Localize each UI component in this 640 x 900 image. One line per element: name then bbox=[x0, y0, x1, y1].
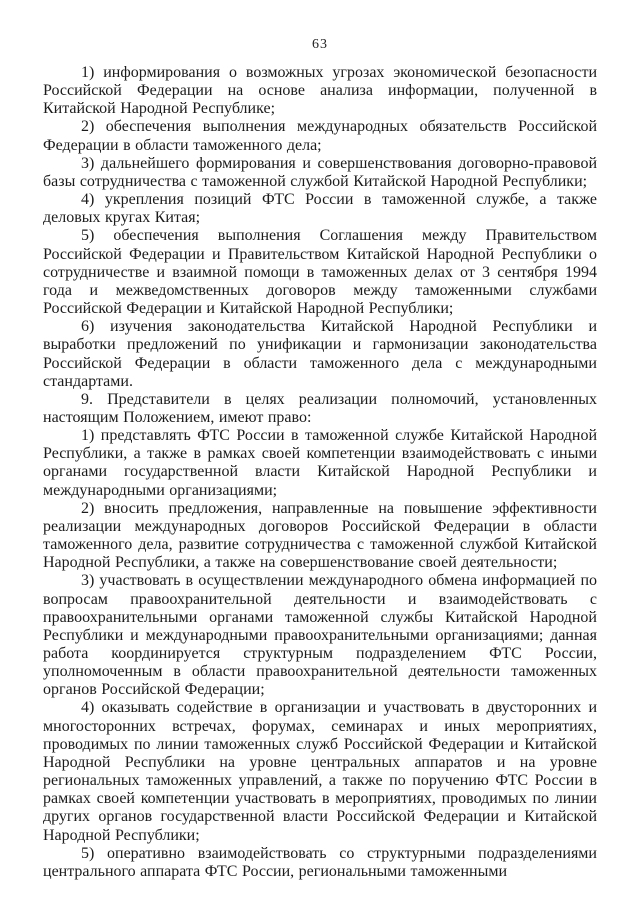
paragraph: 1) представлять ФТС России в таможенной службе Китайской Народной Республики, а также в рамках своей компетенции взаимодействовать с иными органами государственной власти Китайской Народной Республики и международными организациями; bbox=[43, 427, 597, 499]
paragraph: 2) вносить предложения, направленные на повышение эффективности реализации международных договоров Российской Федерации в области таможенного дела, развитие сотрудничества с таможенной службой Китайской Народной Республики, а также на совершенствование своей деятельности; bbox=[43, 499, 597, 572]
paragraph: 3) дальнейшего формирования и совершенствования договорно-правовой базы сотрудничества с таможенной службой Китайской Народной Республики; bbox=[43, 154, 597, 190]
paragraph: 9. Представители в целях реализации полномочий, установленных настоящим Положением, имеют право: bbox=[43, 390, 597, 426]
paragraph: 4) укрепления позиций ФТС России в таможенной службе, а также деловых кругах Китая; bbox=[43, 191, 597, 227]
paragraph: 6) изучения законодательства Китайской Народной Республики и выработки предложений по унификации и гармонизации законодательства Российской Федерации в области таможенного дела с международными стандартами. bbox=[43, 318, 597, 390]
document-body bbox=[43, 64, 597, 881]
paragraph: 2) обеспечения выполнения международных обязательств Российской Федерации в области таможенного дела; bbox=[43, 118, 597, 154]
paragraph: 3) участвовать в осуществлении международного обмена информацией по вопросам правоохранительной деятельности и взаимодействовать с правоохранительными органами таможенной службы Китайской Народной Республики и международными правоохранительными организациями; данная работа координируется структурным подразделением ФТС России, уполномоченным в области правоохранительной деятельности таможенных органов Российской Федерации; bbox=[43, 572, 597, 699]
paragraph: 4) оказывать содействие в организации и участвовать в двусторонних и многосторонних встречах, форумах, семинарах и иных мероприятиях, проводимых по линии таможенных служб Российской Федерации и Китайской Народной Республики на уровне центральных аппаратов и на уровне региональных таможенных управлений, а также по поручению ФТС России в рамках своей компетенции участвовать в мероприятиях, проводимых по линии других органов государственной власти Российской Федерации и Китайской Народной Республики; bbox=[43, 699, 597, 844]
paragraph: 5) обеспечения выполнения Соглашения между Правительством Российской Федерации и Правительством Китайской Народной Республики о сотрудничестве и взаимной помощи в таможенных делах от 3 сентября 1994 года и межведомственных договоров между таможенными службами Российской Федерации и Китайской Народной Республики; bbox=[43, 227, 597, 318]
paragraph: 1) информирования о возможных угрозах экономической безопасности Российской Федерации на основе анализа информации, полученной в Китайской Народной Республике; bbox=[43, 64, 597, 118]
page-number: 63 bbox=[312, 37, 328, 52]
paragraph: 5) оперативно взаимодействовать со структурными подразделениями центрального аппарата ФТС России, региональными таможенными bbox=[43, 844, 597, 880]
